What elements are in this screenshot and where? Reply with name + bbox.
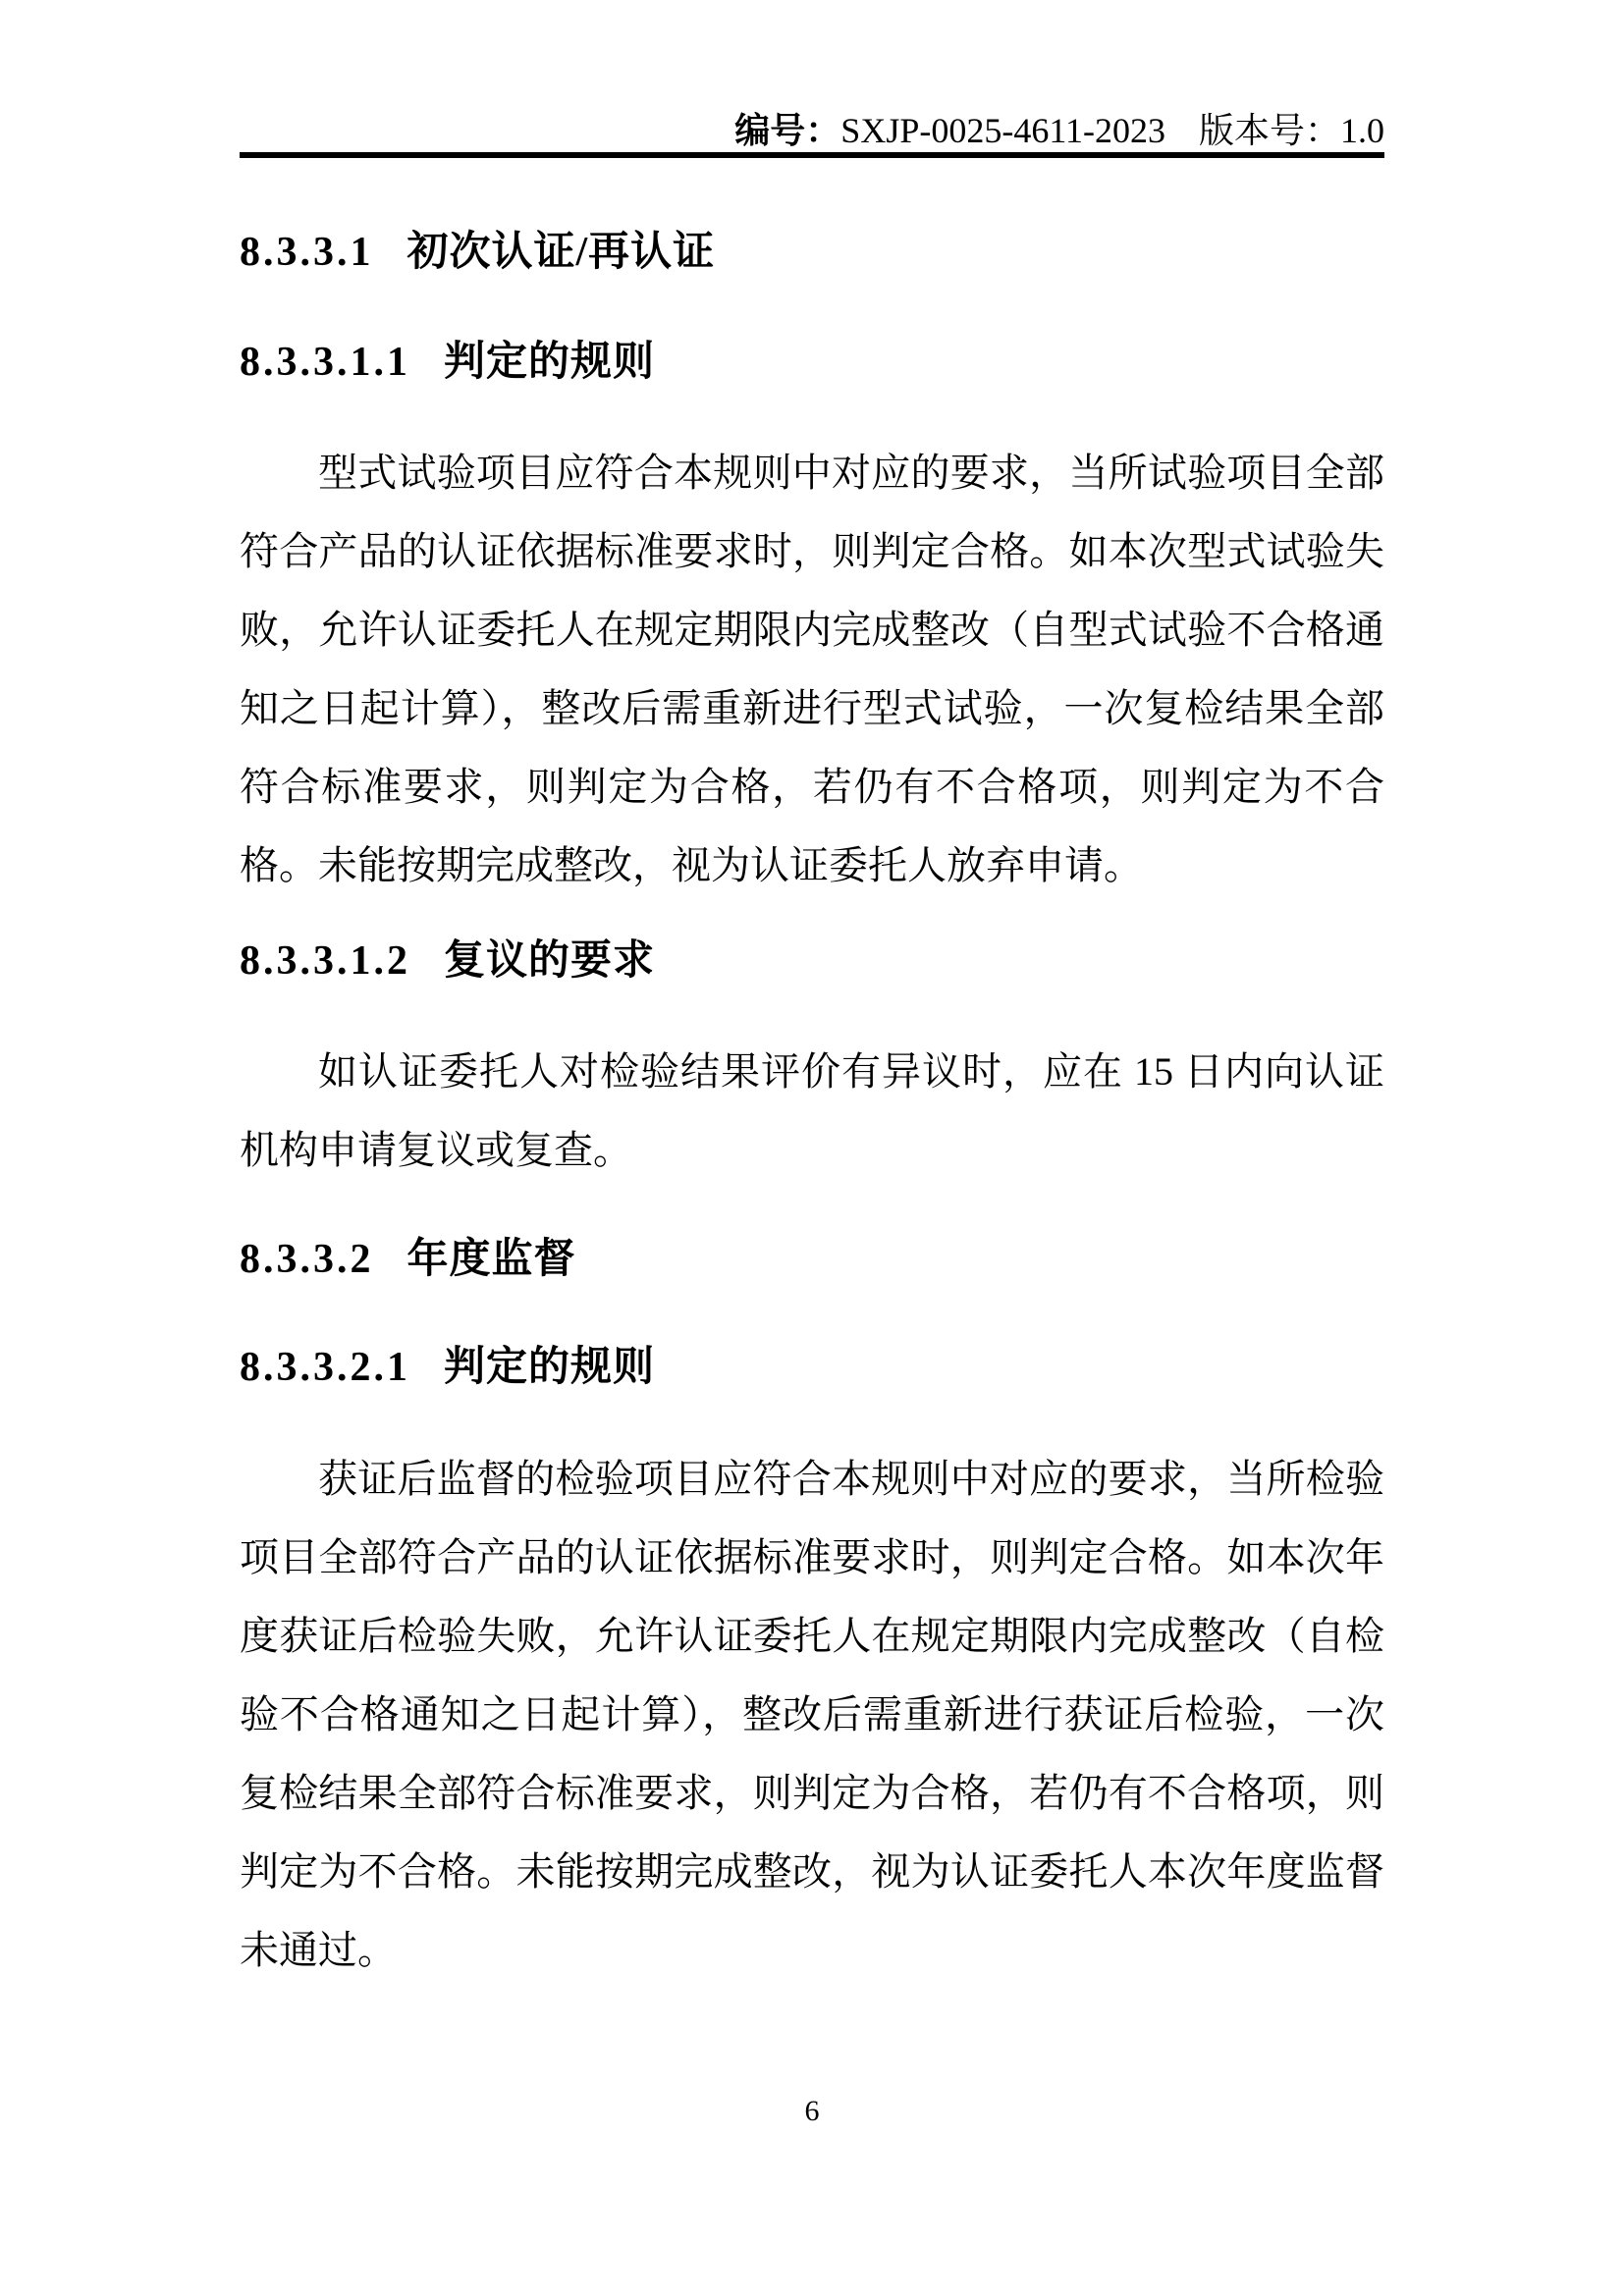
section-heading-8-3-3-1-1 <box>240 338 1384 387</box>
section-title: 判定的规则 <box>444 1345 656 1390</box>
version-label: 版本号： <box>1198 111 1340 150</box>
section-title: 判定的规则 <box>444 340 656 385</box>
paragraph-supervision-rules: 获证后监督的检验项目应符合本规则中对应的要求，当所检验项目全部符合产品的认证依据标准要求时，则判定合格。如本次年度获证后检验失败，允许认证委托人在规定期限内完成整改（自检验不合格通知之日起计算），整改后需重新进行获证后检验，一次复检结果全部符合标准要求，则判定为合格，若仍有不合格项，则判定为不合格。未能按期完成整改，视为认证委托人本次年度监督未通过。 <box>240 1457 1384 1972</box>
section-heading-8-3-3-2-1 <box>240 1343 1384 1392</box>
section-number: 8.3.3.1.2 <box>240 938 410 984</box>
page-number: 6 <box>804 2095 820 2127</box>
document-header <box>240 0 1384 158</box>
section-heading-8-3-3-1 <box>240 228 1384 277</box>
section-number: 8.3.3.2 <box>240 1237 374 1282</box>
section-number: 8.3.3.1 <box>240 230 374 275</box>
paragraph-review-requirements: 如认证委托人对检验结果评价有异议时，应在 15 日内向认证机构申请复议或复查。 <box>240 1049 1384 1172</box>
section-title: 初次认证/再认证 <box>406 230 716 275</box>
doc-number-value: SXJP-0025-4611-2023 <box>840 111 1165 150</box>
doc-number-label: 编号： <box>734 110 841 150</box>
version-value: 1.0 <box>1340 111 1384 150</box>
section-heading-8-3-3-1-2 <box>240 936 1384 986</box>
section-heading-8-3-3-2 <box>240 1235 1384 1284</box>
section-number: 8.3.3.2.1 <box>240 1345 410 1390</box>
page-footer <box>240 2094 1384 2129</box>
paragraph-type-test-rules: 型式试验项目应符合本规则中对应的要求，当所试验项目全部符合产品的认证依据标准要求时，则判定合格。如本次型式试验失败，允许认证委托人在规定期限内完成整改（自型式试验不合格通知之日起计算），整改后需重新进行型式试验，一次复检结果全部符合标准要求，则判定为合格，若仍有不合格项，则判定为不合格。未能按期完成整改，视为认证委托人放弃申请。 <box>240 451 1384 887</box>
section-title: 复议的要求 <box>444 938 656 984</box>
section-number: 8.3.3.1.1 <box>240 340 410 385</box>
section-title: 年度监督 <box>406 1237 576 1282</box>
